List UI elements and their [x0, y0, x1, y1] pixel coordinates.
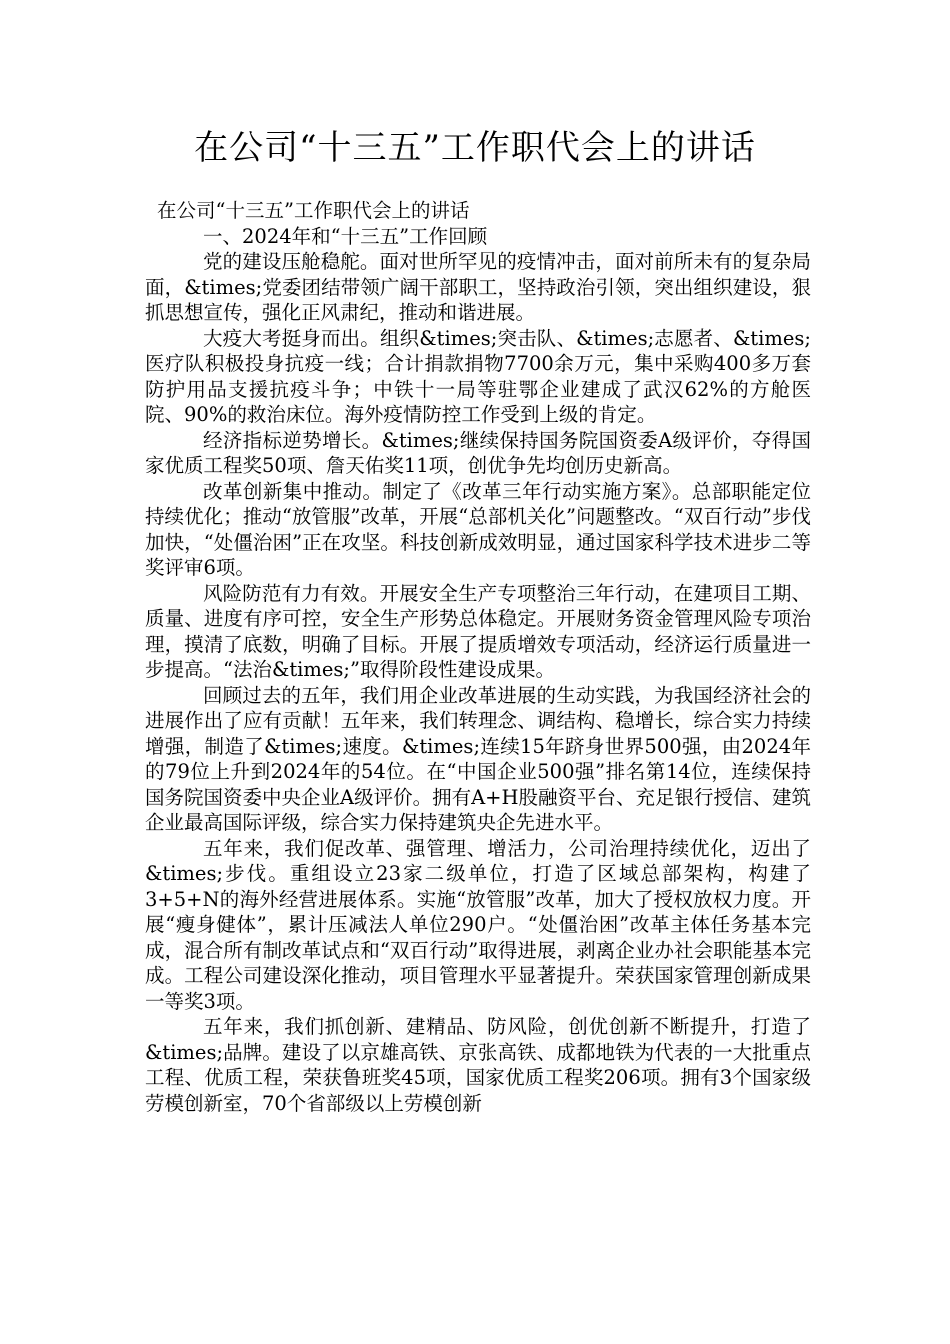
body-paragraph: 经济指标逆势增长。&times;继续保持国务院国资委A级评价，夺得国家优质工程奖50项、詹天佑奖11项，创优争先均创历史新高。	[145, 428, 811, 477]
body-paragraph: 五年来，我们抓创新、建精品、防风险，创优创新不断提升，打造了&times;品牌。建设了以京雄高铁、京张高铁、成都地铁为代表的一大批重点工程、优质工程，荣获鲁班奖45项，国家优质工程奖206项。拥有3个国家级劳模创新室，70个省部级以上劳模创新	[145, 1015, 811, 1115]
document-title: 在公司“十三五”工作职代会上的讲话	[194, 128, 756, 168]
body-paragraph: 风险防范有力有效。开展安全生产专项整治三年行动，在建项目工期、质量、进度有序可控，安全生产形势总体稳定。开展财务资金管理风险专项治理，摸清了底数，明确了目标。开展了提质增效专项活动，经济运行质量进一步提高。“法治&times;”取得阶段性建设成果。	[145, 581, 811, 681]
section-heading: 一、2024年和“十三五”工作回顾	[203, 224, 488, 248]
body-paragraph: 回顾过去的五年，我们用企业改革进展的生动实践，为我国经济社会的进展作出了应有贡献！五年来，我们转理念、调结构、稳增长，综合实力持续增强，制造了&times;速度。&times;连续15年跻身世界500强，由2024年的79位上升到2024年的54位。在“中国企业500强”排名第14位，连续保持国务院国资委中央企业A级评价。拥有A+H股融资平台、充足银行授信、建筑企业最高国际评级，综合实力保持建筑央企先进水平。	[145, 683, 812, 834]
speech-subtitle: 在公司“十三五”工作职代会上的讲话	[157, 199, 470, 222]
body-paragraph: 改革创新集中推动。制定了《改革三年行动实施方案》。总部职能定位持续优化；推动“放管服”改革，开展“总部机关化”问题整改。“双百行动”步伐加快，“处僵治困”正在攻坚。科技创新成效明显，通过国家科学技术进步二等奖评审6项。	[145, 479, 811, 579]
document-body	[145, 198, 811, 1116]
body-paragraph: 大疫大考挺身而出。组织&times;突击队、&times;志愿者、&times;医疗队积极投身抗疫一线；合计捐款捐物7700余万元，集中采购400多万套防护用品支援抗疫斗争；中铁十一局等驻鄂企业建成了武汉62%的方舱医院、90%的救治床位。海外疫情防控工作受到上级的肯定。	[145, 326, 811, 426]
body-paragraph: 党的建设压舱稳舵。面对世所罕见的疫情冲击，面对前所未有的复杂局面，&times;党委团结带领广阔干部职工，坚持政治引领，突出组织建设，狠抓思想宣传，强化正风肃纪，推动和谐进展。	[145, 250, 811, 324]
body-paragraph: 五年来，我们促改革、强管理、增活力，公司治理持续优化，迈出了&times;步伐。重组设立23家二级单位，打造了区域总部架构，构建了3+5+N的海外经营进展体系。实施“放管服”改革，加大了授权放权力度。开展“瘦身健体”，累计压减法人单位290户。“处僵治困”改革主体任务基本完成，混合所有制改革试点和“双百行动”取得进展，剥离企业办社会职能基本完成。工程公司建设深化推动，项目管理水平显著提升。荣获国家管理创新成果一等奖3项。	[145, 836, 811, 1013]
